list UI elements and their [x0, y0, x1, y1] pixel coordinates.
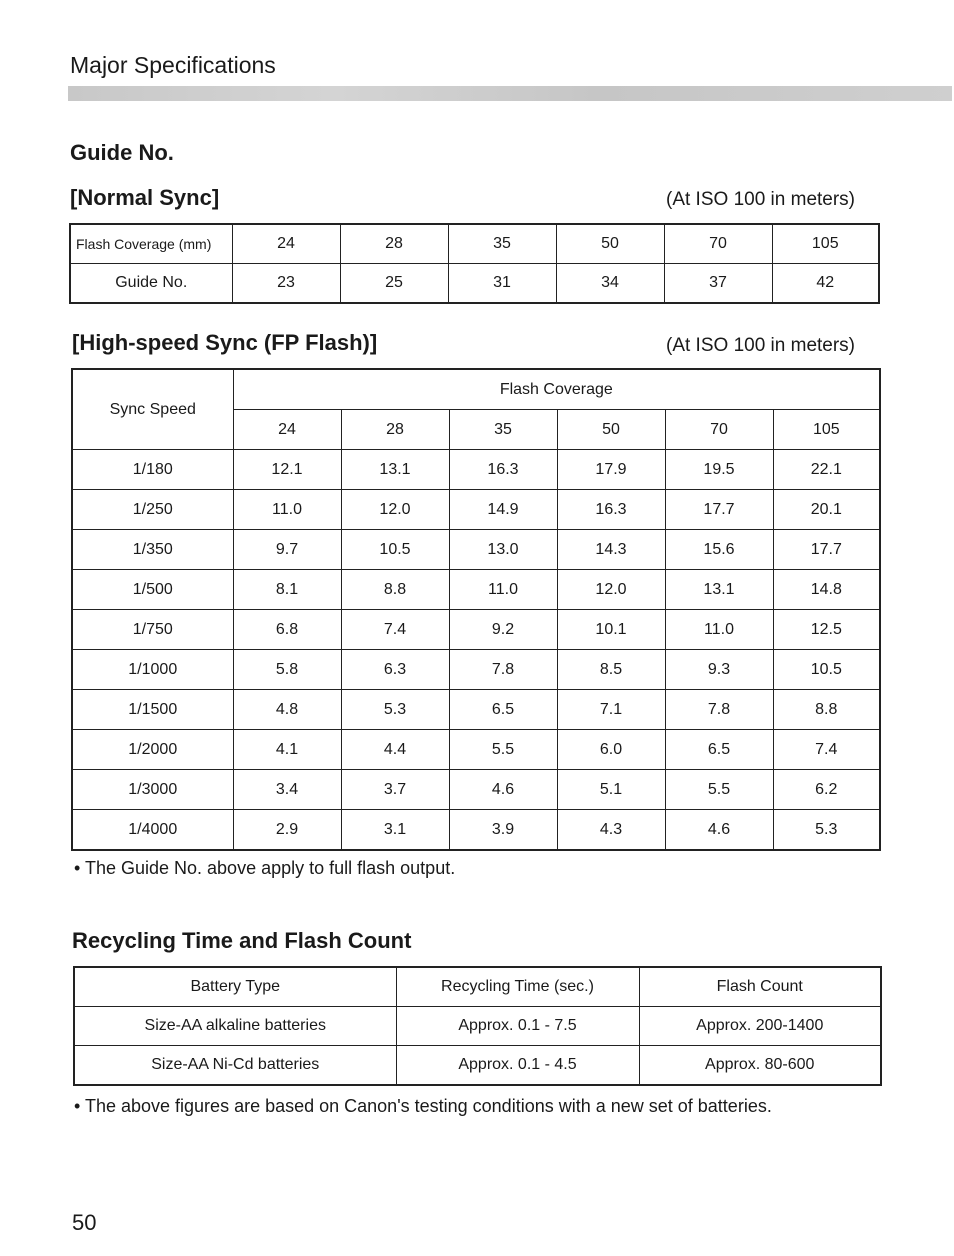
guide-number-cell: 14.8 [773, 570, 880, 610]
guide-number-cell: 10.5 [341, 530, 449, 570]
guide-number-cell: 11.0 [665, 610, 773, 650]
sync-speed-cell: 1/3000 [72, 770, 233, 810]
sync-speed-row [72, 570, 880, 610]
coverage-cell: 24 [233, 410, 341, 450]
guide-no-heading: Guide No. [70, 140, 174, 165]
guide-number-cell: 10.1 [557, 610, 665, 650]
sync-speed-cell: 1/350 [72, 530, 233, 570]
guide-number-cell: 7.8 [449, 650, 557, 690]
sync-speed-cell: 1/1500 [72, 690, 233, 730]
guide-number-cell: 16.3 [557, 490, 665, 530]
guide-number-cell: 37 [664, 264, 772, 304]
guide-number-cell: 15.6 [665, 530, 773, 570]
recycling-row [74, 1046, 881, 1086]
sync-speed-row [72, 450, 880, 490]
recycling-table [73, 966, 882, 1086]
coverage-cell: 105 [773, 410, 880, 450]
guide-number-cell: 22.1 [773, 450, 880, 490]
guide-number-cell: 12.0 [341, 490, 449, 530]
guide-number-cell: 17.7 [773, 530, 880, 570]
sync-speed-cell: 1/750 [72, 610, 233, 650]
coverage-cell: 35 [448, 224, 556, 264]
guide-number-cell: 9.7 [233, 530, 341, 570]
sync-speed-row [72, 770, 880, 810]
recycling-header-row [74, 967, 881, 1007]
battery-type-cell: Size-AA alkaline batteries [74, 1007, 396, 1046]
normal-sync-guide-row [70, 264, 879, 304]
guide-number-cell: 13.1 [341, 450, 449, 490]
guide-number-cell: 4.6 [449, 770, 557, 810]
guide-number-cell: 3.9 [449, 810, 557, 851]
recycling-footnote: • The above figures are based on Canon's testing conditions with a new set of batteries. [74, 1096, 772, 1116]
recycling-heading: Recycling Time and Flash Count [72, 928, 412, 953]
guide-number-cell: 12.1 [233, 450, 341, 490]
coverage-cell: 70 [665, 410, 773, 450]
guide-number-cell: 14.3 [557, 530, 665, 570]
guide-number-cell: 4.4 [341, 730, 449, 770]
header-divider-bar [68, 86, 952, 101]
sync-speed-cell: 1/2000 [72, 730, 233, 770]
sync-speed-cell: 1/1000 [72, 650, 233, 690]
battery-type-header: Battery Type [74, 967, 396, 1007]
guide-number-cell: 25 [340, 264, 448, 304]
sync-speed-row [72, 610, 880, 650]
flash-count-cell: Approx. 80-600 [639, 1046, 881, 1086]
guide-number-cell: 17.7 [665, 490, 773, 530]
guide-number-cell: 9.3 [665, 650, 773, 690]
guide-number-cell: 5.3 [341, 690, 449, 730]
guide-number-cell: 5.1 [557, 770, 665, 810]
guide-number-cell: 6.8 [233, 610, 341, 650]
guide-number-cell: 4.3 [557, 810, 665, 851]
battery-type-cell: Size-AA Ni-Cd batteries [74, 1046, 396, 1086]
sync-speed-cell: 1/180 [72, 450, 233, 490]
coverage-cell: 28 [340, 224, 448, 264]
guide-number-cell: 5.5 [449, 730, 557, 770]
guide-number-cell: 14.9 [449, 490, 557, 530]
guide-number-cell: 4.8 [233, 690, 341, 730]
recycling-time-header: Recycling Time (sec.) [396, 967, 639, 1007]
guide-number-cell: 12.0 [557, 570, 665, 610]
coverage-row-label: Flash Coverage (mm) [70, 224, 232, 264]
high-speed-header-row [72, 369, 880, 410]
sync-speed-cell: 1/4000 [72, 810, 233, 851]
coverage-cell: 24 [232, 224, 340, 264]
guide-number-cell: 3.1 [341, 810, 449, 851]
guide-number-cell: 17.9 [557, 450, 665, 490]
guide-number-cell: 6.5 [449, 690, 557, 730]
page-number: 50 [72, 1210, 97, 1235]
guide-number-cell: 8.1 [233, 570, 341, 610]
guide-number-cell: 5.3 [773, 810, 880, 851]
normal-sync-heading: [Normal Sync] [70, 185, 220, 210]
guide-number-cell: 7.4 [773, 730, 880, 770]
guide-number-cell: 6.5 [665, 730, 773, 770]
guide-number-cell: 2.9 [233, 810, 341, 851]
guide-number-cell: 13.0 [449, 530, 557, 570]
guide-number-cell: 19.5 [665, 450, 773, 490]
sync-speed-cell: 1/250 [72, 490, 233, 530]
high-speed-data-rows [72, 450, 880, 851]
guide-number-cell: 23 [232, 264, 340, 304]
sync-speed-row [72, 810, 880, 851]
guide-number-cell: 31 [448, 264, 556, 304]
sync-speed-row [72, 650, 880, 690]
guide-number-cell: 7.4 [341, 610, 449, 650]
guide-number-cell: 3.7 [341, 770, 449, 810]
guide-number-cell: 5.5 [665, 770, 773, 810]
sync-speed-row [72, 730, 880, 770]
sync-speed-row [72, 490, 880, 530]
high-speed-sync-heading: [High-speed Sync (FP Flash)] [72, 330, 378, 355]
coverage-cell: 50 [557, 410, 665, 450]
guide-number-cell: 20.1 [773, 490, 880, 530]
guide-number-cell: 12.5 [773, 610, 880, 650]
guide-number-cell: 10.5 [773, 650, 880, 690]
coverage-cell: 70 [664, 224, 772, 264]
guide-number-cell: 9.2 [449, 610, 557, 650]
guide-number-cell: 8.5 [557, 650, 665, 690]
page-header-title: Major Specifications [70, 52, 276, 78]
guide-number-cell: 6.3 [341, 650, 449, 690]
guide-number-cell: 34 [556, 264, 664, 304]
normal-sync-coverage-row [70, 224, 879, 264]
sync-speed-row [72, 690, 880, 730]
high-speed-units-note: (At ISO 100 in meters) [666, 335, 856, 356]
guide-footnote: • The Guide No. above apply to full flash output. [74, 858, 456, 878]
guide-number-cell: 13.1 [665, 570, 773, 610]
guide-number-cell: 6.0 [557, 730, 665, 770]
flash-count-cell: Approx. 200-1400 [639, 1007, 881, 1046]
recycling-row [74, 1007, 881, 1046]
recycling-time-cell: Approx. 0.1 - 4.5 [396, 1046, 639, 1086]
recycling-time-cell: Approx. 0.1 - 7.5 [396, 1007, 639, 1046]
guide-number-cell: 4.1 [233, 730, 341, 770]
guide-number-cell: 16.3 [449, 450, 557, 490]
guide-number-cell: 42 [772, 264, 879, 304]
normal-sync-table [69, 223, 880, 304]
guide-number-cell: 3.4 [233, 770, 341, 810]
flash-coverage-header: Flash Coverage [233, 369, 880, 410]
sync-speed-row [72, 530, 880, 570]
high-speed-sync-table [71, 368, 881, 851]
coverage-cell: 50 [556, 224, 664, 264]
guide-number-cell: 11.0 [449, 570, 557, 610]
normal-sync-units-note: (At ISO 100 in meters) [666, 189, 856, 210]
coverage-cell: 28 [341, 410, 449, 450]
guide-row-label: Guide No. [70, 264, 232, 304]
flash-count-header: Flash Count [639, 967, 881, 1007]
sync-speed-cell: 1/500 [72, 570, 233, 610]
guide-number-cell: 5.8 [233, 650, 341, 690]
guide-number-cell: 11.0 [233, 490, 341, 530]
guide-number-cell: 8.8 [773, 690, 880, 730]
guide-number-cell: 4.6 [665, 810, 773, 851]
guide-number-cell: 8.8 [341, 570, 449, 610]
coverage-cell: 105 [772, 224, 879, 264]
guide-number-cell: 7.8 [665, 690, 773, 730]
guide-number-cell: 7.1 [557, 690, 665, 730]
coverage-cell: 35 [449, 410, 557, 450]
sync-speed-header: Sync Speed [72, 369, 233, 450]
guide-number-cell: 6.2 [773, 770, 880, 810]
